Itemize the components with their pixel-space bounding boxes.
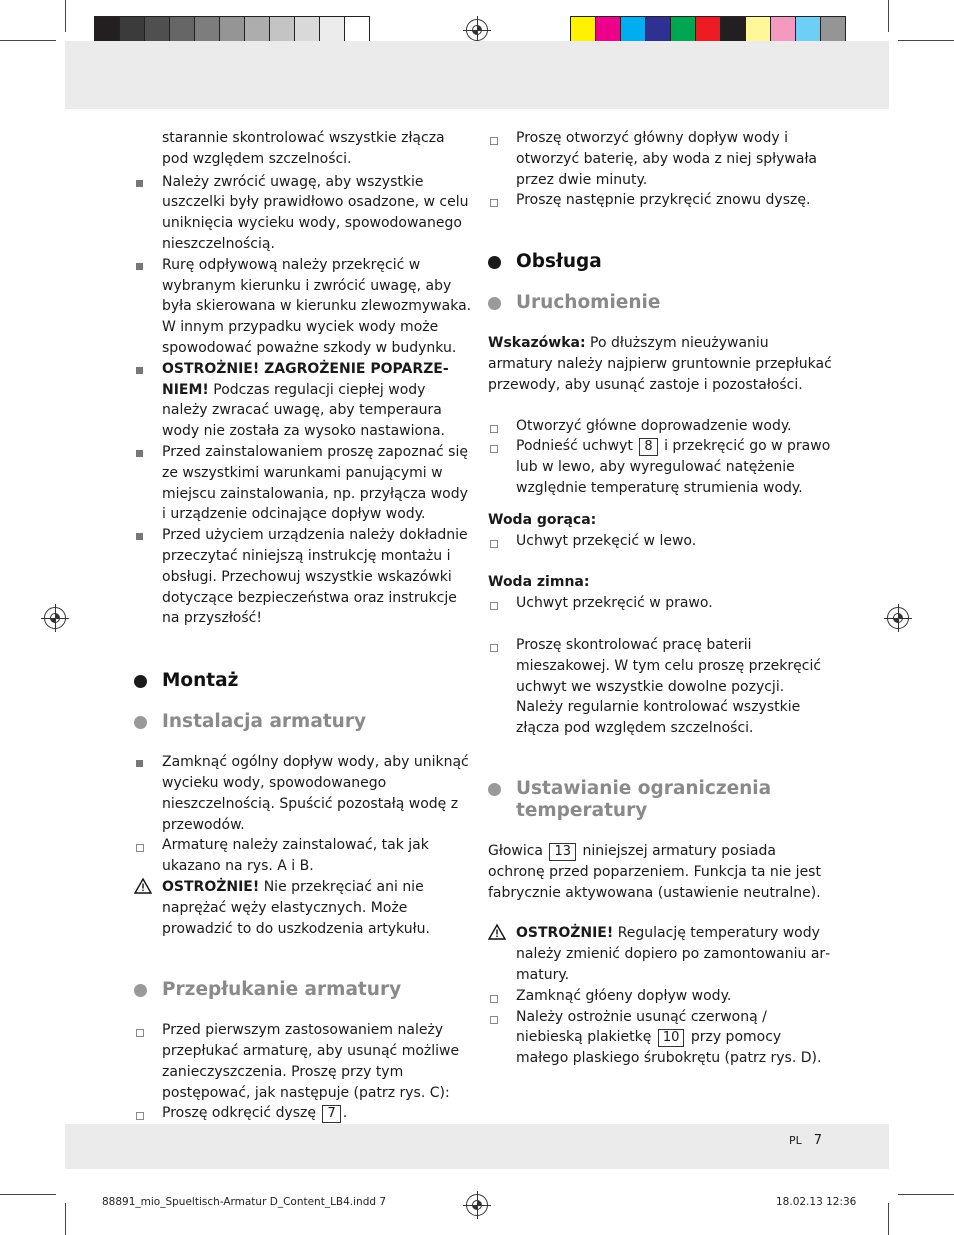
list-item bbox=[134, 525, 474, 629]
part-number-box: 13 bbox=[549, 843, 576, 861]
list-item-text: i przekręcić go w prawo lub w lewo, aby wyregulować natężenie względnie temperaturę strumienia wody. bbox=[516, 438, 831, 496]
color-swatch bbox=[620, 16, 646, 43]
crop-mark bbox=[0, 1194, 56, 1195]
list-item-text: . bbox=[342, 1105, 348, 1122]
cold-water-label: Woda zimna: bbox=[488, 574, 590, 591]
section-heading-montaz: Montaż bbox=[134, 669, 474, 693]
crop-mark bbox=[888, 0, 889, 32]
note-label: Wskazówka: bbox=[488, 335, 586, 352]
crop-mark bbox=[898, 40, 954, 41]
list-item-text: Proszę otworzyć główny dopływ wody i otworzyć baterię, aby woda z niej spływała przez dwie minuty. bbox=[516, 130, 818, 188]
list-item bbox=[488, 190, 833, 211]
color-swatch bbox=[119, 16, 145, 43]
color-swatch bbox=[244, 16, 270, 43]
footer-band bbox=[65, 1124, 889, 1169]
color-swatch bbox=[94, 16, 120, 43]
round-bullet-icon bbox=[134, 984, 147, 997]
color-swatch bbox=[645, 16, 671, 43]
color-swatch bbox=[269, 16, 295, 43]
warning-item bbox=[134, 877, 474, 939]
warning-label: OSTROŻNIE! bbox=[516, 925, 614, 942]
list-item bbox=[134, 442, 474, 525]
color-swatch bbox=[144, 16, 170, 43]
list-item-text: Podnieść uchwyt bbox=[516, 438, 633, 455]
list-item-text: Uchwyt przekęcić w lewo. bbox=[516, 532, 697, 549]
list-item bbox=[134, 359, 474, 442]
list-item bbox=[488, 416, 833, 437]
round-bullet-icon bbox=[488, 297, 501, 310]
list-item bbox=[134, 1020, 474, 1103]
color-swatch bbox=[319, 16, 345, 43]
color-swatch bbox=[595, 16, 621, 43]
list-item-text: Regulację temperatury wody należy zmienić dopiero po zamontowaniu armatury. bbox=[516, 925, 831, 983]
subsection-heading-ustawianie: Ustawianie ograniczenia temperatury bbox=[488, 778, 833, 822]
registration-mark-icon bbox=[466, 1194, 488, 1216]
print-slug-file: 88891_mio_Spueltisch-Armatur D_Content_LB4.indd 7 bbox=[102, 1196, 387, 1208]
warning-item bbox=[488, 923, 833, 985]
page-number: 7 bbox=[813, 1133, 822, 1148]
subsection-heading-instalacja: Instalacja armatury bbox=[134, 711, 474, 733]
round-bullet-icon bbox=[134, 675, 147, 688]
color-swatch bbox=[294, 16, 320, 43]
color-swatch bbox=[770, 16, 796, 43]
color-swatch bbox=[194, 16, 220, 43]
list-item-text: Proszę odkręcić dyszę bbox=[162, 1105, 317, 1122]
part-number-box: 10 bbox=[658, 1029, 685, 1047]
round-bullet-icon bbox=[488, 783, 501, 796]
warning-label: OSTROŻNIE! ZAGROŻENIE POPARZENIEM! bbox=[162, 360, 449, 398]
part-number-box: 7 bbox=[322, 1105, 340, 1123]
section-heading-obsluga: Obsługa bbox=[488, 250, 833, 274]
list-item bbox=[134, 1103, 474, 1124]
list-item-text: Podczas regulacji ciepłej wody należy zwracać uwagę, aby temperaura wody nie została za wysoko nastawiona. bbox=[162, 381, 445, 440]
round-bullet-icon bbox=[488, 256, 501, 269]
list-item bbox=[134, 172, 474, 255]
color-swatch bbox=[219, 16, 245, 43]
right-column bbox=[488, 128, 833, 1069]
list-item bbox=[488, 593, 833, 614]
color-swatch bbox=[745, 16, 771, 43]
list-item-text: Uchwyt przekręcić w prawo. bbox=[516, 595, 713, 612]
list-item bbox=[134, 255, 474, 359]
list-item-text: Proszę następnie przykręcić znowu dyszę. bbox=[516, 192, 811, 209]
note-text: Po dłuższym nieużywaniu armatury należy najpierw gruntownie przepłukać przewody, aby usunąć zastoje i pozostałości. bbox=[488, 335, 832, 393]
subsection-heading-uruchomienie: Uruchomienie bbox=[488, 292, 833, 314]
color-swatch bbox=[720, 16, 746, 43]
list-item bbox=[488, 986, 833, 1007]
color-swatch bbox=[670, 16, 696, 43]
list-item-text: Zamknąć głóeny dopływ wody. bbox=[516, 987, 732, 1004]
left-column bbox=[134, 128, 474, 1124]
registration-mark-icon bbox=[466, 19, 488, 41]
part-number-box: 8 bbox=[639, 438, 657, 456]
list-item-text: Należy ostrożnie usunąć czerwoną / niebieską plakietkę bbox=[516, 1008, 767, 1046]
note-paragraph bbox=[488, 333, 833, 395]
list-item bbox=[488, 1007, 833, 1069]
warning-label: OSTROŻNIE! bbox=[162, 878, 260, 895]
list-item bbox=[488, 531, 833, 552]
color-swatch bbox=[169, 16, 195, 43]
list-item-text: Zamknąć ogólny dopływ wody, aby uniknąć wycieku wody, spowodowanego nieszczelnością. Spuścić pozostałą wodę z przewodów. bbox=[162, 754, 469, 833]
paragraph-continuation: starannie skontrolować wszystkie złącza pod względem szczelności. bbox=[162, 130, 445, 167]
hot-water-label: Woda gorąca: bbox=[488, 511, 597, 528]
header-band bbox=[65, 41, 889, 109]
warning-triangle-icon bbox=[134, 877, 152, 895]
list-item-text: Proszę skontrolować pracę baterii mieszakowej. W tym celu proszę przekręcić uchwyt we wszystkie dowolne pozycji. Należy regularnie kontrolować wszystkie złącza pod względem szczelności. bbox=[516, 636, 822, 737]
page-footer bbox=[789, 1133, 822, 1148]
gray-color-bar bbox=[94, 16, 369, 43]
color-swatch bbox=[344, 16, 370, 43]
crop-mark bbox=[65, 1203, 66, 1235]
crop-mark bbox=[898, 1194, 954, 1195]
color-swatch bbox=[795, 16, 821, 43]
color-swatch bbox=[820, 16, 846, 43]
warning-triangle-icon bbox=[488, 923, 506, 941]
registration-mark-icon bbox=[887, 607, 909, 629]
list-item-text: Armaturę należy zainstalować, tak jak ukazano na rys. A i B. bbox=[162, 837, 429, 875]
list-item bbox=[488, 635, 833, 739]
round-bullet-icon bbox=[134, 716, 147, 729]
color-swatch bbox=[695, 16, 721, 43]
list-item-text: Rurę odpływową należy przekręcić w wybranym kierunku i zwrócić uwagę, aby była skierowana w kierunku zlewozmywaka. W innym przypadku wyciek wody może spowodować poważne szkody w budynku. bbox=[162, 256, 472, 356]
crop-mark bbox=[0, 40, 56, 41]
list-item-text: Należy zwrócić uwagę, aby wszystkie uszczelki były prawidłowo osadzone, w celu uniknięcia wycieku wody, spowodowanego nieszczelnością. bbox=[162, 173, 469, 252]
process-color-bar bbox=[570, 16, 845, 43]
list-item-text: Przed użyciem urządzenia należy dokładnie przeczytać niniejszą instrukcję montażu i obsługi. Przechowuj wszystkie wskazówki dotyczące bezpieczeństwa oraz instrukcje na przyszłość! bbox=[162, 527, 468, 627]
crop-mark bbox=[65, 0, 66, 32]
subsection-heading-przeplukanie: Przepłukanie armatury bbox=[134, 979, 474, 1001]
list-item bbox=[134, 835, 474, 877]
list-item-text: Przed zainstalowaniem proszę zapoznać się ze wszystkimi warunkami panującymi w miejscu zainstalowania, np. przyłącza wody i urządzenie odcinające dopływ wody. bbox=[162, 443, 468, 523]
print-slug-date: 18.02.13 12:36 bbox=[776, 1196, 857, 1208]
list-item bbox=[488, 436, 833, 498]
list-item bbox=[488, 128, 833, 190]
crop-mark bbox=[888, 1203, 889, 1235]
list-item-text: przy pomocy małego plaskiego śrubokrętu (patrz rys. D). bbox=[516, 1029, 822, 1067]
language-code: PL bbox=[788, 1134, 802, 1147]
list-item-text: Otworzyć główne doprowadzenie wody. bbox=[516, 417, 792, 434]
list-item-text: Nie przekręciać ani nie naprężać węży elastycznych. Może prowadzić to do uszkodzenia artykułu. bbox=[162, 878, 430, 937]
list-item bbox=[134, 752, 474, 835]
color-swatch bbox=[570, 16, 596, 43]
paragraph: Głowica 13 niniejszej armatury posiada ochronę przed poparzeniem. Funkcja ta nie jest fabrycznie aktywowana (ustawienie neutralne). bbox=[488, 842, 821, 901]
registration-mark-icon bbox=[44, 607, 66, 629]
list-item-text: Przed pierwszym zastosowaniem należy przepłukać armaturę, aby usunąć możliwe zanieczyszczenia. Proszę przy tym postępować, jak następuje (patrz rys. C): bbox=[162, 1022, 460, 1101]
